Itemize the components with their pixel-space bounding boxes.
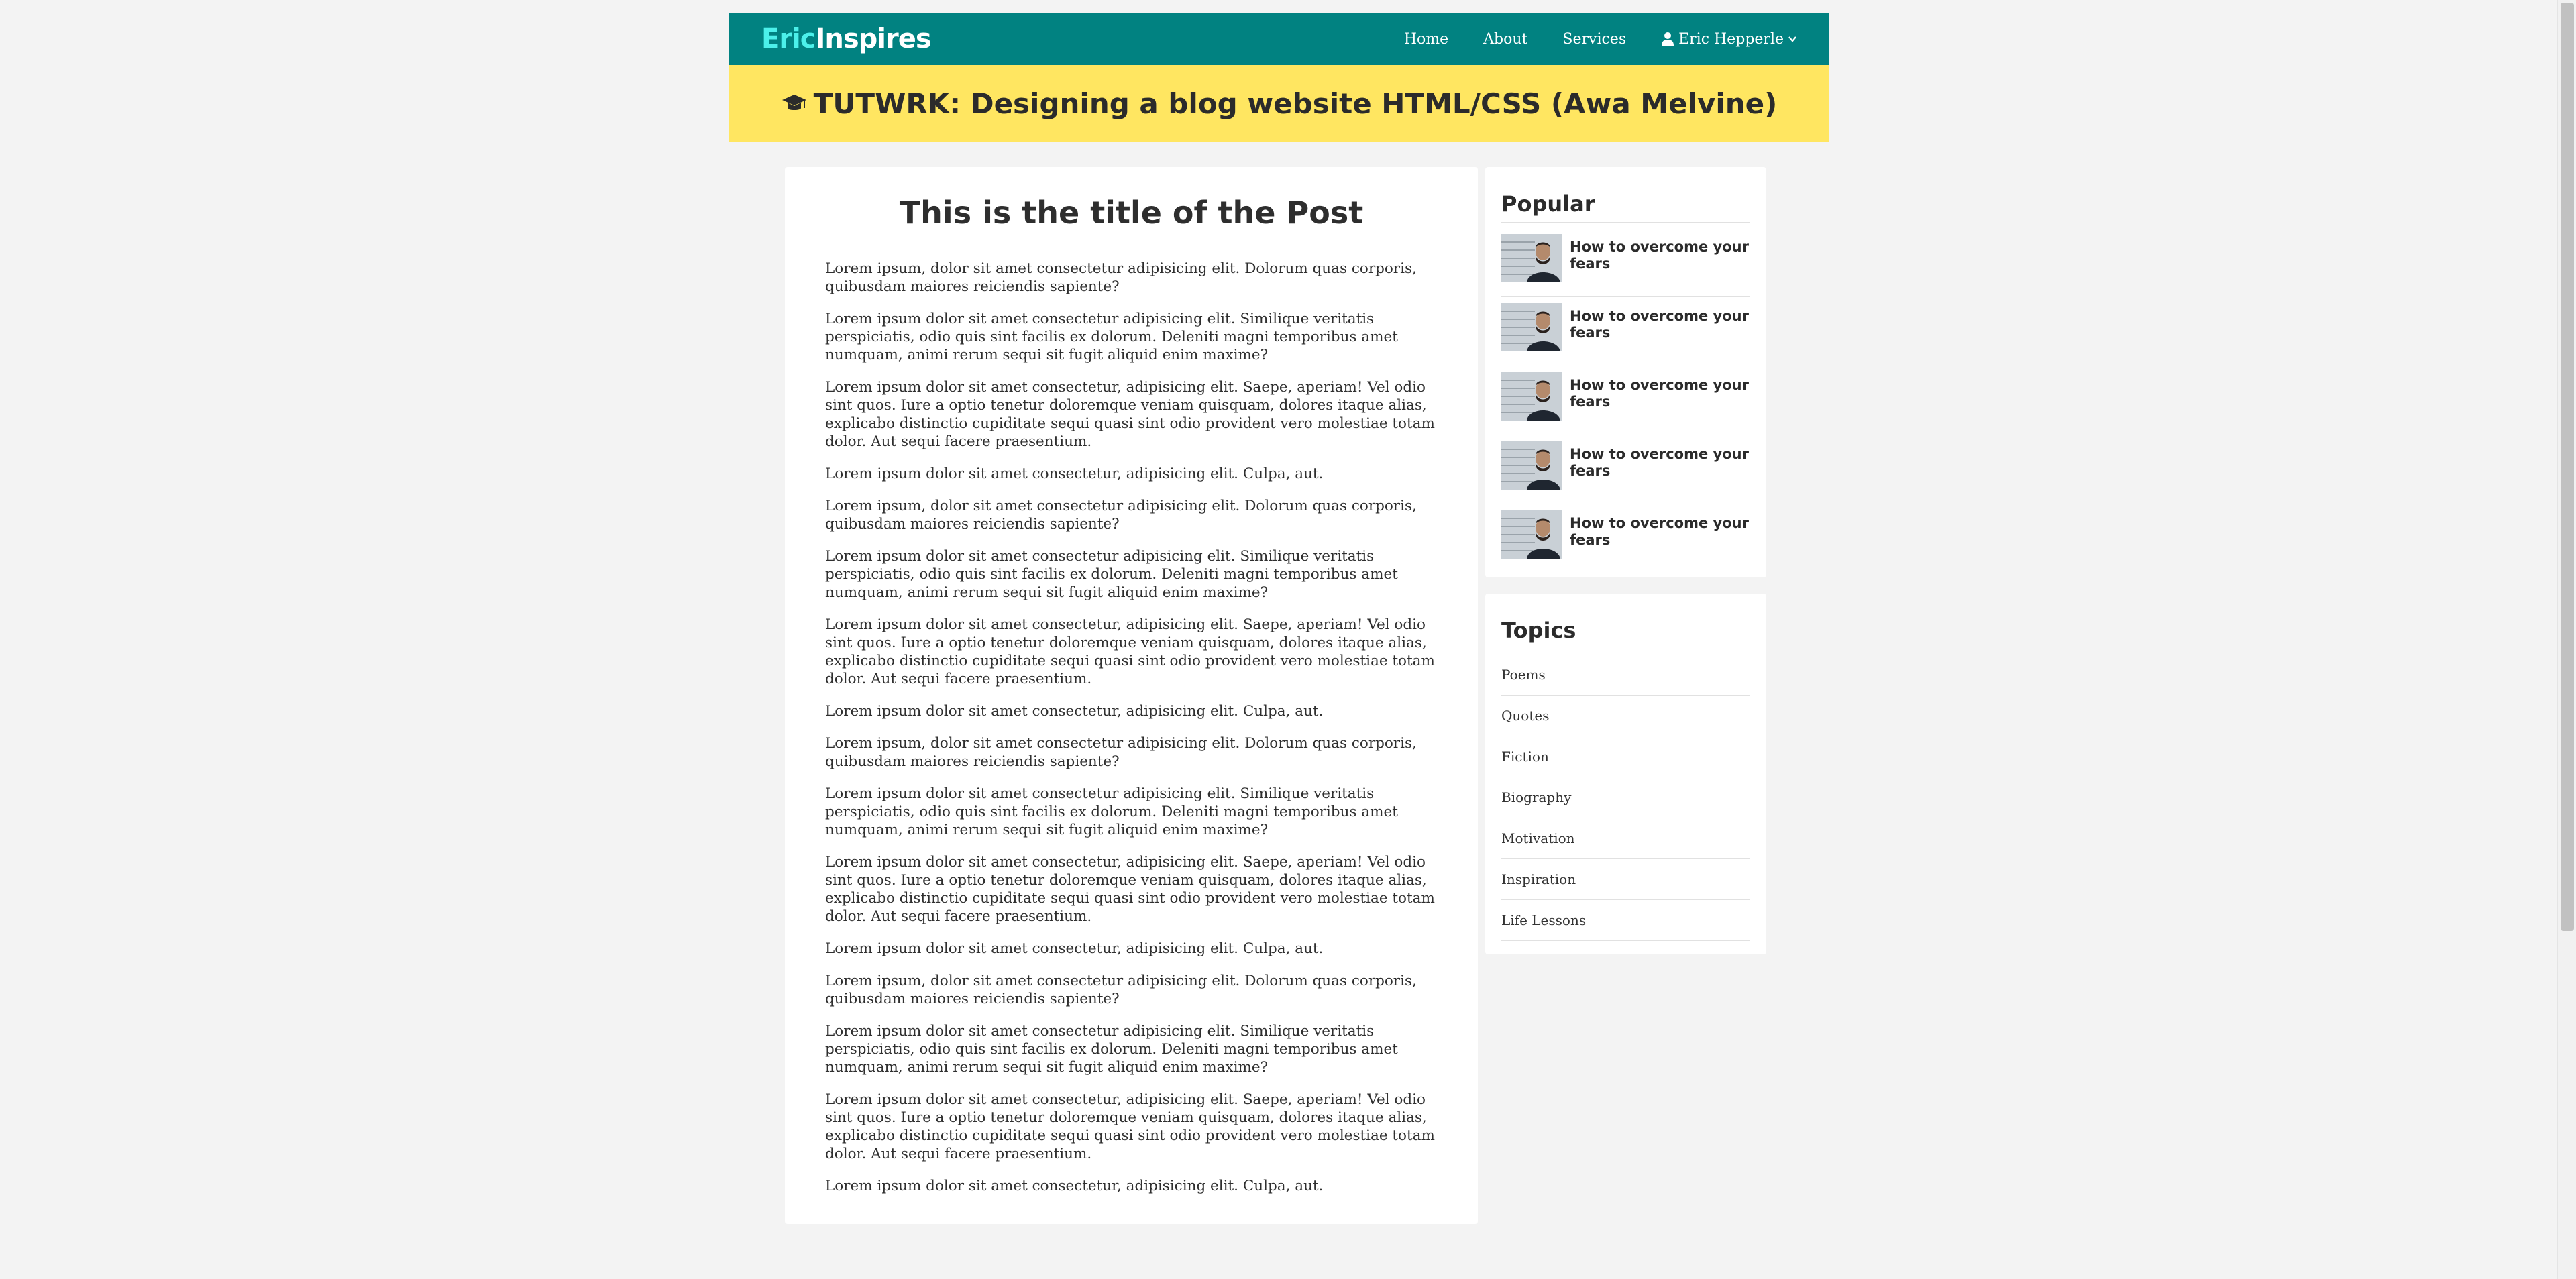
popular-post-item[interactable] xyxy=(1501,297,1750,366)
topic-link[interactable]: Poems xyxy=(1501,655,1750,696)
logo-part-eric: Eric xyxy=(761,23,816,54)
nav-link-about[interactable]: About xyxy=(1483,30,1528,48)
post-paragraph: Lorem ipsum dolor sit amet consectetur adipisicing elit. Similique veritatis perspiciatis, odio quis sint facilis ex dolorum. Deleniti magni temporibus amet numquam, animi rerum sequi sit fugit aliquid enim maxime? xyxy=(825,311,1398,364)
post-paragraph: Lorem ipsum dolor sit amet consectetur adipisicing elit. Similique veritatis perspiciatis, odio quis sint facilis ex dolorum. Deleniti magni temporibus amet numquam, animi rerum sequi sit fugit aliquid enim maxime? xyxy=(825,548,1398,601)
post-paragraph: Lorem ipsum dolor sit amet consectetur adipisicing elit. Similique veritatis perspiciatis, odio quis sint facilis ex dolorum. Deleniti magni temporibus amet numquam, animi rerum sequi sit fugit aliquid enim maxime? xyxy=(825,1023,1398,1076)
nav-link-home[interactable]: Home xyxy=(1403,30,1449,48)
popular-post-item[interactable] xyxy=(1501,504,1750,573)
topic-link[interactable]: Quotes xyxy=(1501,696,1750,736)
banner-title xyxy=(782,87,1778,120)
user-name: Eric Hepperle xyxy=(1678,30,1784,48)
page xyxy=(729,13,1829,1194)
post-card xyxy=(785,167,1478,1224)
banner xyxy=(729,65,1829,142)
post-paragraph: Lorem ipsum, dolor sit amet consectetur adipisicing elit. Dolorum quas corporis, quibusdam maiores reiciendis sapiente? xyxy=(825,498,1417,533)
post-paragraph: Lorem ipsum dolor sit amet consectetur, adipisicing elit. Culpa, aut. xyxy=(825,465,1324,482)
nav-link-services[interactable]: Services xyxy=(1562,30,1627,48)
popular-post-item[interactable] xyxy=(1501,435,1750,504)
post-paragraph: Lorem ipsum dolor sit amet consectetur, adipisicing elit. Saepe, aperiam! Vel odio sint quos. Iure a optio tenetur doloremque veniam quisquam, dolores itaque alias, explicabo distinctio cupiditate sequi quasi sint odio provident vero molestiae totam dolor. Aut sequi facere praesentium. xyxy=(825,854,1435,925)
topic-link[interactable]: Biography xyxy=(1501,777,1750,818)
post-paragraph: Lorem ipsum, dolor sit amet consectetur adipisicing elit. Dolorum quas corporis, quibusdam maiores reiciendis sapiente? xyxy=(825,260,1417,295)
popular-heading: Popular xyxy=(1501,191,1750,223)
graduation-cap-icon xyxy=(782,93,807,114)
popular-post-title: How to overcome your fears xyxy=(1570,446,1749,479)
post-paragraph: Lorem ipsum, dolor sit amet consectetur adipisicing elit. Dolorum quas corporis, quibusdam maiores reiciendis sapiente? xyxy=(825,735,1417,770)
popular-post-item[interactable] xyxy=(1501,366,1750,435)
nav-links xyxy=(1369,13,1797,65)
post-paragraph: Lorem ipsum dolor sit amet consectetur, adipisicing elit. Saepe, aperiam! Vel odio sint quos. Iure a optio tenetur doloremque veniam quisquam, dolores itaque alias, explicabo distinctio cupiditate sequi quasi sint odio provident vero molestiae totam dolor. Aut sequi facere praesentium. xyxy=(825,616,1435,687)
popular-section xyxy=(1485,167,1766,577)
post-paragraph: Lorem ipsum dolor sit amet consectetur, adipisicing elit. Culpa, aut. xyxy=(825,703,1324,720)
post-thumbnail xyxy=(1501,441,1562,490)
post-thumbnail xyxy=(1501,234,1562,282)
logo-part-inspires: Inspires xyxy=(815,23,931,54)
user-menu[interactable] xyxy=(1661,31,1797,48)
post-thumbnail xyxy=(1501,510,1562,559)
scrollbar-thumb[interactable] xyxy=(2561,3,2574,931)
popular-post-title: How to overcome your fears xyxy=(1570,515,1749,548)
logo[interactable] xyxy=(761,23,931,54)
topic-link[interactable]: Motivation xyxy=(1501,818,1750,859)
popular-post-item[interactable] xyxy=(1501,228,1750,297)
post-paragraph: Lorem ipsum dolor sit amet consectetur, adipisicing elit. Saepe, aperiam! Vel odio sint quos. Iure a optio tenetur doloremque veniam quisquam, dolores itaque alias, explicabo distinctio cupiditate sequi quasi sint odio provident vero molestiae totam dolor. Aut sequi facere praesentium. xyxy=(825,379,1435,450)
post-title: This is the title of the Post xyxy=(899,194,1364,231)
post-thumbnail xyxy=(1501,372,1562,421)
post-thumbnail xyxy=(1501,303,1562,351)
navbar xyxy=(729,13,1829,65)
topics-section xyxy=(1485,594,1766,954)
topics-heading: Topics xyxy=(1501,618,1750,649)
post-paragraph: Lorem ipsum dolor sit amet consectetur adipisicing elit. Similique veritatis perspiciatis, odio quis sint facilis ex dolorum. Deleniti magni temporibus amet numquam, animi rerum sequi sit fugit aliquid enim maxime? xyxy=(825,785,1398,838)
popular-post-title: How to overcome your fears xyxy=(1570,308,1749,341)
chevron-down-icon xyxy=(1788,34,1797,44)
post-paragraph: Lorem ipsum, dolor sit amet consectetur adipisicing elit. Dolorum quas corporis, quibusdam maiores reiciendis sapiente? xyxy=(825,972,1417,1007)
post-paragraph: Lorem ipsum dolor sit amet consectetur, adipisicing elit. Saepe, aperiam! Vel odio sint quos. Iure a optio tenetur doloremque veniam quisquam, dolores itaque alias, explicabo distinctio cupiditate sequi quasi sint odio provident vero molestiae totam dolor. Aut sequi facere praesentium. xyxy=(825,1091,1435,1162)
banner-title-text: TUTWRK: Designing a blog website HTML/CSS (Awa Melvine) xyxy=(813,87,1778,120)
popular-post-title: How to overcome your fears xyxy=(1570,377,1749,410)
scrollbar[interactable] xyxy=(2557,0,2576,1279)
topic-link[interactable]: Life Lessons xyxy=(1501,900,1750,941)
popular-post-title: How to overcome your fears xyxy=(1570,239,1749,272)
user-icon xyxy=(1661,32,1674,46)
post-paragraph: Lorem ipsum dolor sit amet consectetur, adipisicing elit. Culpa, aut. xyxy=(825,940,1324,957)
topic-link[interactable]: Inspiration xyxy=(1501,859,1750,900)
topic-link[interactable]: Fiction xyxy=(1501,736,1750,777)
post-paragraph: Lorem ipsum dolor sit amet consectetur, adipisicing elit. Culpa, aut. xyxy=(825,1178,1324,1194)
